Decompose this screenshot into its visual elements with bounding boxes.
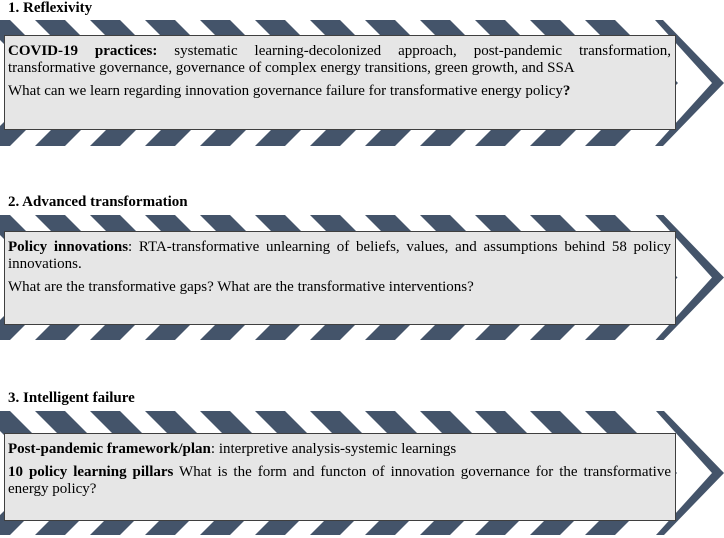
section-reflexivity — [0, 0, 724, 150]
content-box — [4, 433, 676, 521]
bold-label: 10 policy learning pillars — [8, 464, 174, 480]
section-heading: 1. Reflexivity — [8, 0, 93, 16]
section-advanced-transformation — [0, 194, 724, 344]
section-heading: 2. Advanced transformation — [8, 194, 188, 210]
pillars-line — [8, 464, 671, 498]
question-line — [8, 83, 671, 100]
description-text: : interpretive analysis-systemic learnings — [210, 441, 457, 457]
question-text: What are the transformative gaps? What are the transformative interventions? — [8, 279, 474, 295]
section-intelligent-failure — [0, 390, 724, 538]
practices-line — [8, 43, 671, 77]
bold-label: Post-pandemic framework/plan — [8, 441, 211, 457]
question-line — [8, 279, 671, 296]
content-box — [4, 35, 676, 130]
description-text: : RTA-transformative unlearning of beliefs, values, and assumptions behind 58 policy innovations. — [8, 239, 671, 272]
content-box — [4, 231, 676, 325]
bold-label: Policy innovations — [8, 239, 129, 255]
question-text: What is the form and functon of innovation governance for the transformative energy policy? — [8, 464, 671, 497]
question-text: What can we learn regarding innovation governance failure for transformative energy policy — [8, 83, 563, 99]
section-heading: 3. Intelligent failure — [8, 390, 135, 406]
bold-label: COVID-19 practices: — [8, 43, 158, 59]
framework-line — [8, 441, 671, 458]
question-mark: ? — [562, 83, 571, 99]
description-text: systematic learning-decolonized approach, post-pandemic transformation, transformative governance, governance of complex energy transitions, green growth, and SSA — [8, 43, 671, 76]
innovations-line — [8, 239, 671, 273]
